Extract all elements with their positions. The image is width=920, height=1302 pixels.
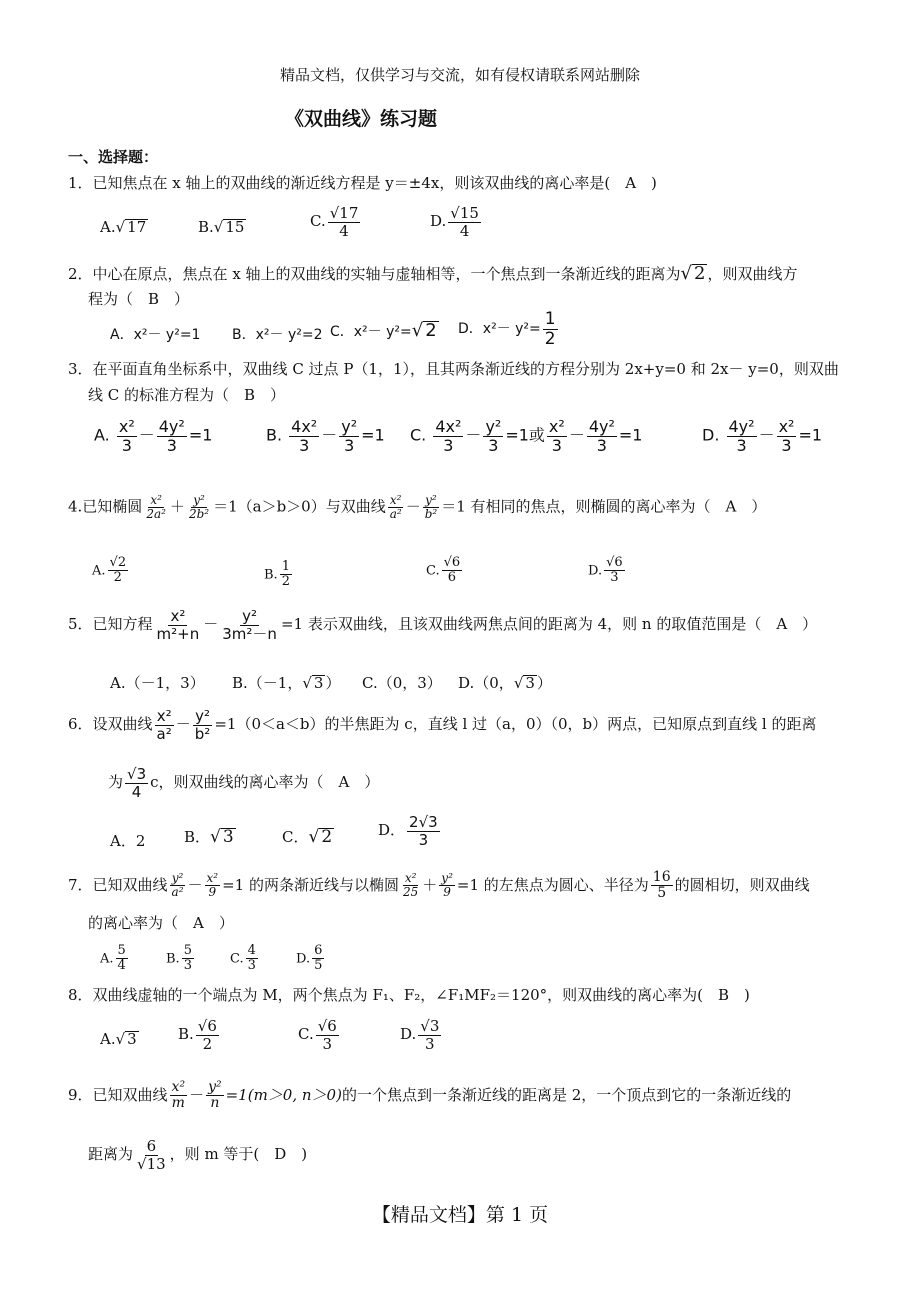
q1-option-b: B.√ 15: [198, 218, 245, 236]
question-9-line2: 距离为 $\frac{6}{√13}$ ，则 m 等于( D ): [88, 1137, 308, 1173]
question-7-line2: 的离心率为（ A ）: [88, 914, 234, 932]
q1-option-d: D. $\frac{√15}{4}$: [430, 204, 479, 240]
q6-option-a: A．2: [110, 832, 146, 850]
question-6-line2: 为 $\frac{√3}{4}$ c，则双曲线的离心率为（ A ）: [108, 765, 380, 801]
question-1: 1．已知焦点在 x 轴上的双曲线的渐近线方程是 y＝±4x，则该双曲线的离心率是( A ): [68, 174, 657, 192]
question-6: 6．设双曲线 $\frac{\text{x²}}{\text{a²}}$ － $\frac{\text{y²}}{\text{b²}}$ =1（0＜a＜b）的半焦距为 c，直线 l 过（a，0）（0，b）两点，已知原点到直线 l 的距离: [68, 707, 817, 743]
q5-option-d: D.（0，√ 3 ）: [458, 674, 552, 692]
q1-option-a: A.√ 17: [100, 218, 147, 236]
question-9: 9．已知双曲线 $\frac{\text{x²}}{m}$ － $\frac{\text{y²}}{n}$ =1(m＞0, n＞0)的一个焦点到一条渐近线的距离是 2，一个顶点到它的一条渐近线的: [68, 1079, 792, 1112]
q2-option-d: D．x²－ y²= $\frac{1}{2}$: [458, 309, 556, 349]
question-8: 8．双曲线虚轴的一个端点为 M，两个焦点为 F₁、F₂，∠F₁MF₂＝120°，则双曲线的离心率为( B ): [68, 986, 750, 1004]
q2-option-c: C．x²－ y²=√ 2: [330, 320, 437, 341]
q4-option-b: B. $\frac{1}{2}$: [264, 559, 290, 590]
q5-option-b: B.（－1，√ 3 ）: [232, 674, 341, 692]
q5-option-c: C.（0，3）: [362, 674, 442, 692]
q7-option-d: D. $\frac{6}{5}$: [296, 943, 323, 974]
q6-option-d: D． $\frac{2√3}{3}$: [378, 813, 438, 849]
question-2: 2．中心在原点，焦点在 x 轴上的双曲线的实轴与虚轴相等，一个焦点到一条渐近线的距离为√ 2 ，则双曲线方: [68, 263, 798, 284]
question-5: 5．已知方程 $\frac{\text{x²}}{\text{m²+n}}$ － $\frac{\text{y²}}{\text{3m²－n}}$ =1 表示双曲线，且该双曲线两焦点间的距离为 4，则 n 的取值范围是（ A ）: [68, 607, 818, 643]
q3-option-a: A. $\frac{\text{x²}}{3}$ － $\frac{\text{4y²}}{3}$ =1: [94, 417, 213, 455]
header-notice: 精品文档，仅供学习与交流，如有侵权请联系网站删除: [279, 66, 640, 84]
q7-option-b: B. $\frac{5}{3}$: [166, 943, 192, 974]
q5-option-a: A.（－1，3）: [110, 674, 205, 692]
q8-option-c: C. $\frac{√6}{3}$: [298, 1017, 337, 1053]
q4-option-d: D. $\frac{√6}{3}$: [588, 555, 623, 586]
q8-option-a: A.√ 3: [100, 1030, 137, 1048]
q1-option-c: C. $\frac{√17}{4}$: [310, 204, 359, 240]
q3-option-d: D. $\frac{\text{4y²}}{3}$ － $\frac{\text{x²}}{3}$ =1: [702, 417, 823, 455]
question-3: 3．在平面直角坐标系中，双曲线 C 过点 P（1，1），且其两条渐近线的方程分别为 2x+y=0 和 2x－ y=0，则双曲: [68, 360, 839, 378]
section-heading: 一、选择题：: [68, 148, 159, 166]
q3-option-c: C. $\frac{\text{4x²}}{3}$ － $\frac{\text{y²}}{3}$ =1或 $\frac{\text{x²}}{3}$ － $\frac{\text{4y²}}{3}$ =1: [410, 417, 643, 455]
question-3-line2: 线 C 的标准方程为（ B ）: [88, 386, 286, 404]
q4-option-c: C. $\frac{√6}{6}$: [426, 555, 461, 586]
q3-option-b: B. $\frac{\text{4x²}}{3}$ － $\frac{\text{y²}}{3}$ =1: [266, 417, 385, 455]
q8-option-d: D. $\frac{√3}{3}$: [400, 1017, 440, 1053]
q6-option-b: B．√ 3: [184, 827, 234, 847]
q2-option-a: A．x²－ y²=1: [110, 327, 201, 343]
question-4: 4.已知椭圆 $\frac{\text{x²}}{\text{2a²}}$ ＋ $\frac{\text{y²}}{\text{2b²}}$ ＝1（a＞b＞0）与双曲线 $\frac{\text{x²}}{\text{a²}}$ － $\frac{\text{y²}}{\text{b²}}$ ＝1 有相同的焦点，则椭圆的离心率为（ A ）: [68, 493, 767, 522]
q4-option-a: A. $\frac{√2}{2}$: [92, 555, 127, 586]
q8-option-b: B. $\frac{√6}{2}$: [178, 1017, 217, 1053]
q7-option-c: C. $\frac{4}{3}$: [230, 943, 256, 974]
question-7: 7．已知双曲线 $\frac{\text{y²}}{\text{a²}}$ － $\frac{\text{x²}}{9}$ =1 的两条渐近线与以椭圆 $\frac{\text{x²}}{25}$ ＋ $\frac{\text{y²}}{9}$ =1 的左焦点为圆心、半径为 $\frac{16}{5}$ 的圆相切，则双曲线: [68, 869, 810, 902]
q7-option-a: A. $\frac{5}{4}$: [100, 943, 126, 974]
q6-option-c: C．√ 2: [282, 827, 333, 847]
q2-option-b: B．x²－ y²=2: [232, 327, 323, 343]
page-footer: 【精品文档】第 1 页: [371, 1204, 549, 1226]
page-title: 《双曲线》练习题: [285, 108, 438, 130]
question-2-line2: 程为（ B ）: [88, 290, 190, 308]
